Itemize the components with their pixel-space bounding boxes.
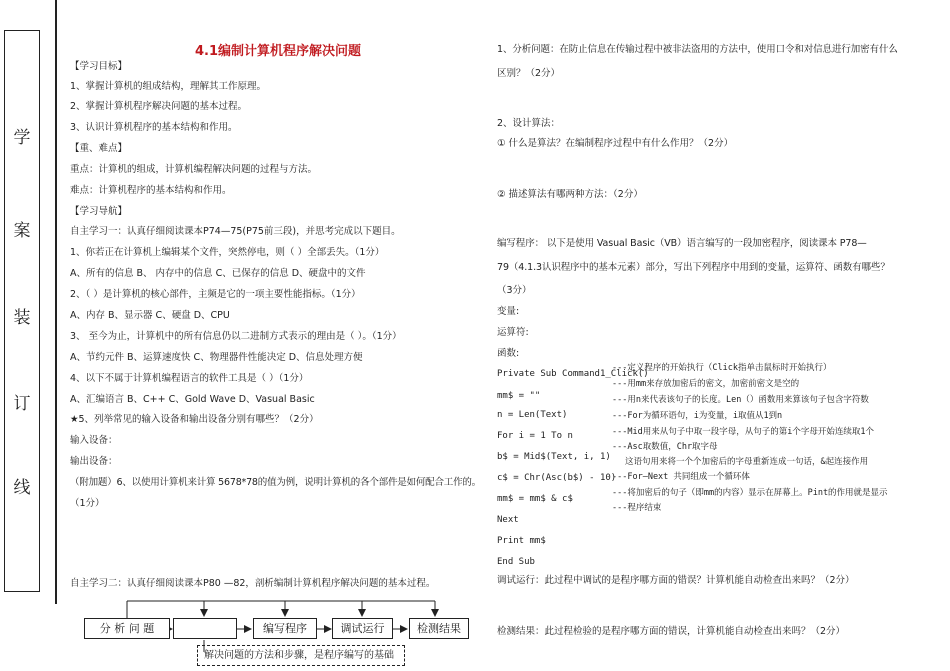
- code-line: b$ = Mid$(Text, i, 1): [497, 452, 611, 462]
- code-line: End Sub: [497, 557, 535, 567]
- program-intro: 79（4.1.3认识程序中的基本元素）部分，写出下列程序中用到的变量，运算符、函数有哪些？: [497, 262, 890, 273]
- question-line: A、所有的信息 B、 内存中的信息 C、已保存的信息 D、硬盘中的文件: [70, 268, 366, 279]
- goals-heading: 【学习目标】: [70, 61, 128, 72]
- flow-design-box: [173, 618, 237, 639]
- key-point: 难点：计算机程序的基本结构和作用。: [70, 185, 232, 196]
- question-line: （附加题）6、以使用计算机来计算 5678*78的值为例，说明计算机的各个部件是如何配合工作的。: [70, 477, 481, 488]
- code-comment: ---用n来代表该句子的长度。Len（）函数用来算该句子包含字符数: [612, 395, 869, 405]
- binding-char: 线: [13, 478, 31, 498]
- code-line: Print mm$: [497, 536, 546, 546]
- variables-label: 变量:: [497, 306, 520, 317]
- analysis-question: 1、分析问题：在防止信息在传输过程中被非法盗用的方法中，使用口令和对信息进行加密有什么: [497, 44, 898, 55]
- question-line: 2、（ ）是计算机的核心部件，主频是它的一项主要性能指标。（1分）: [70, 289, 361, 300]
- functions-label: 函数:: [497, 348, 520, 359]
- question-line: 4、以下不属于计算机编程语言的软件工具是（ ）（1分）: [70, 373, 309, 384]
- code-comment: ---For—Next 共同组成一个循环体: [612, 472, 750, 482]
- goal-item: 3、认识计算机程序的基本结构和作用。: [70, 122, 238, 133]
- code-line: c$ = Chr(Asc(b$) - 10): [497, 473, 617, 483]
- question-line: 3、 至今为止，计算机中的所有信息仍以二进制方式表示的理由是（ ）。（1分）: [70, 331, 402, 342]
- code-line: Private Sub Command1_Click(): [497, 369, 649, 379]
- program-intro: （3分）: [497, 285, 532, 296]
- code-line: Next: [497, 515, 519, 525]
- design-question: ① 什么是算法？在编制程序过程中有什么作用？（2分）: [497, 138, 734, 149]
- flow-check-box: 检测结果: [409, 618, 469, 639]
- question-line: 输出设备：: [70, 456, 118, 467]
- design-question: ② 描述算法有哪两种方法：（2分）: [497, 189, 643, 200]
- question-line: A、汇编语言 B、C++ C、Gold Wave D、Vasual Basic: [70, 394, 315, 405]
- flow-note: 解决问题的方法和步骤，是程序编写的基础: [197, 645, 405, 666]
- program-intro: 编写程序： 以下是使用 Vasual Basic（VB）语言编写的一段加密程序，阅读课本 P78—: [497, 238, 867, 249]
- code-line: n = Len(Text): [497, 410, 568, 420]
- code-line: For i = 1 To n: [497, 431, 573, 441]
- code-comment: ---For为循环语句，i为变量，i取值从1到n: [612, 411, 783, 421]
- code-comment: ---定义程序的开始执行（Click指单击鼠标时开始执行）: [612, 363, 832, 373]
- code-line: mm$ = mm$ & c$: [497, 494, 573, 504]
- code-comment: 这语句用来将一个个加密后的字母重新连成一句话，&起连接作用: [625, 457, 869, 467]
- flow-program-box: 编写程序: [253, 618, 317, 639]
- binding-char: 装: [13, 308, 31, 328]
- code-comment: ---程序结束: [612, 503, 662, 513]
- self-study-1: 自主学习一：认真仔细阅读课本P74—75(P75前三段)，并思考完成以下题目。: [70, 226, 401, 237]
- page-title: 4.1编制计算机程序解决问题: [195, 44, 362, 59]
- code-comment: ---用mm来存放加密后的密文，加密前密文是空的: [612, 379, 800, 389]
- code-comment: ---Mid用来从句子中取一段字母，从句子的第i个字母开始连续取1个: [612, 427, 874, 437]
- question-line: ★5、列举常见的输入设备和输出设备分别有哪些？（2分）: [70, 414, 319, 425]
- code-comment: ---将加密后的句子（即mm的内容）显示在屏幕上。Pint的作用就是显示: [612, 488, 888, 498]
- binding-char: 学: [13, 128, 31, 148]
- key-point: 重点：计算机的组成，计算机编程解决问题的过程与方法。: [70, 164, 318, 175]
- design-heading: 2、设计算法：: [497, 118, 561, 129]
- self-study-2: 自主学习二：认真仔细阅读课本P80 —82，剖析编制计算机程序解决问题的基本过程。: [70, 578, 436, 589]
- question-line: 输入设备：: [70, 435, 118, 446]
- question-line: A、内存 B、显示器 C、硬盘 D、CPU: [70, 310, 230, 321]
- key-heading: 【重、难点】: [70, 143, 128, 154]
- code-comment: ---Asc取数值，Chr取字母: [612, 442, 718, 452]
- question-line: A、节约元件 B、运算速度快 C、物理器件性能决定 D、信息处理方便: [70, 352, 363, 363]
- code-line: mm$ = "": [497, 391, 541, 401]
- flow-debug-box: 调试运行: [332, 618, 393, 639]
- debug-question: 调试运行：此过程中调试的是程序哪方面的错误？计算机能自动检查出来吗？（2分）: [497, 575, 855, 586]
- goal-item: 2、掌握计算机程序解决问题的基本过程。: [70, 101, 248, 112]
- binding-char: 案: [13, 221, 31, 241]
- check-question: 检测结果：此过程检验的是程序哪方面的错误，计算机能自动检查出来吗？（2分）: [497, 626, 846, 637]
- question-line: 1、你若正在计算机上编辑某个文件，突然停电，则（ ）全部丢失。（1分）: [70, 247, 385, 258]
- guide-heading: 【学习导航】: [70, 206, 128, 217]
- question-line: （1分）: [70, 498, 105, 509]
- flow-analyze-box: 分 析 问 题: [84, 618, 170, 639]
- goal-item: 1、掌握计算机的组成结构，理解其工作原理。: [70, 81, 267, 92]
- operators-label: 运算符:: [497, 327, 529, 338]
- binding-char: 订: [13, 394, 31, 414]
- analysis-question: 区别？（2分）: [497, 68, 561, 79]
